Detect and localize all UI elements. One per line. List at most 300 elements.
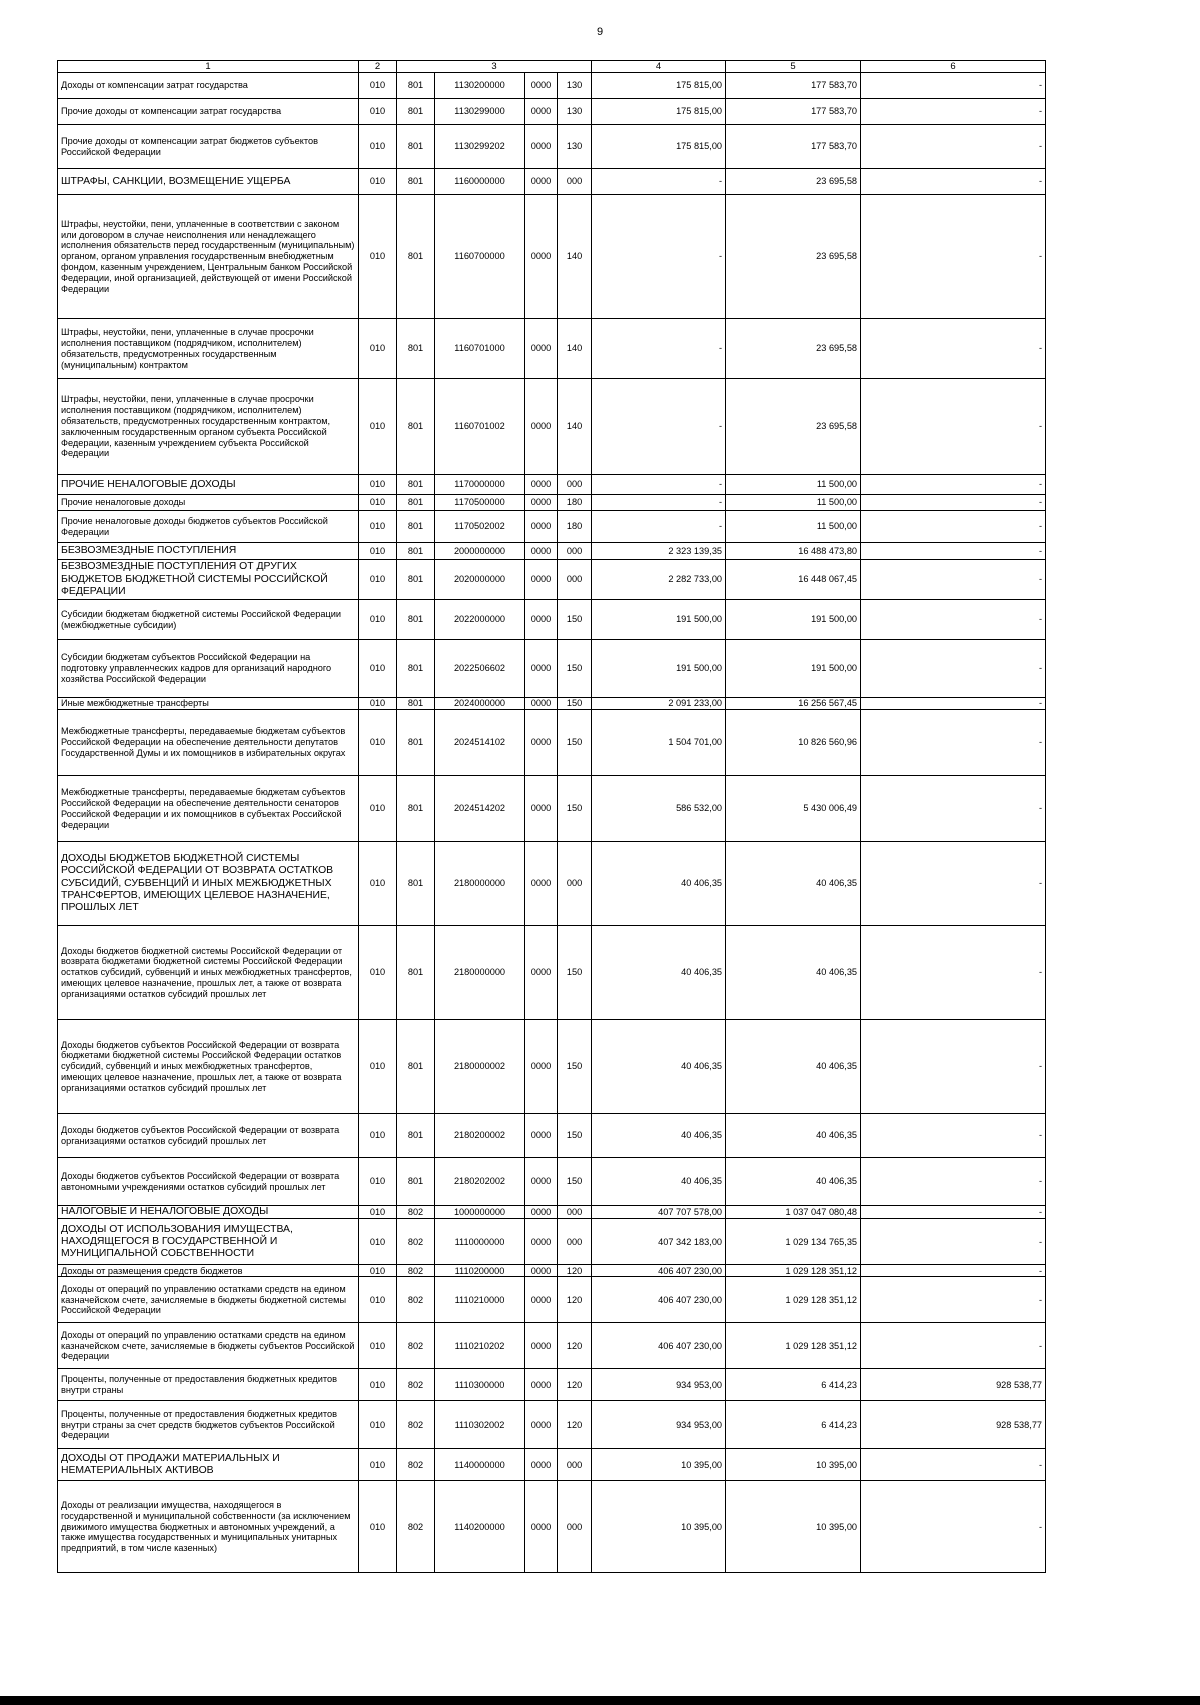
- value-col-5: 10 826 560,96: [726, 710, 861, 776]
- table-row: [58, 1158, 1046, 1206]
- row-name: ДОХОДЫ БЮДЖЕТОВ БЮДЖЕТНОЙ СИСТЕМЫ РОССИЙСКОЙ ФЕДЕРАЦИИ ОТ ВОЗВРАТА ОСТАТКОВ СУБСИДИЙ, СУБВЕНЦИЙ И ИНЫХ МЕЖБЮДЖЕТНЫХ ТРАНСФЕРТОВ, ИМЕЮЩИХ ЦЕЛЕВОЕ НАЗНАЧЕНИЕ, ПРОШЛЫХ ЛЕТ: [58, 842, 359, 926]
- code-kosgu: 150: [558, 1158, 592, 1206]
- value-col-6: -: [861, 842, 1046, 926]
- code-sub: 0000: [525, 1481, 558, 1573]
- code-chapter: 801: [397, 73, 435, 99]
- code-sub: 0000: [525, 511, 558, 543]
- code-chapter: 802: [397, 1369, 435, 1401]
- value-col-5: 40 406,35: [726, 1114, 861, 1158]
- code-admin: 010: [359, 776, 397, 842]
- code-kosgu: 180: [558, 495, 592, 511]
- value-col-5: 1 029 128 351,12: [726, 1265, 861, 1277]
- value-col-5: 40 406,35: [726, 926, 861, 1020]
- code-sub: 0000: [525, 1206, 558, 1219]
- value-col-6: -: [861, 560, 1046, 600]
- value-col-6: -: [861, 511, 1046, 543]
- code-chapter: 801: [397, 543, 435, 560]
- revenue-table: [57, 60, 1046, 1573]
- code-kbk: 1160701002: [435, 379, 525, 475]
- value-col-6: 928 538,77: [861, 1369, 1046, 1401]
- table-row: [58, 99, 1046, 125]
- code-chapter: 801: [397, 926, 435, 1020]
- table-row: [58, 319, 1046, 379]
- code-sub: 0000: [525, 926, 558, 1020]
- code-chapter: 802: [397, 1323, 435, 1369]
- code-admin: 010: [359, 1323, 397, 1369]
- table-row: [58, 698, 1046, 710]
- table-row: [58, 842, 1046, 926]
- header-col-3: 3: [397, 61, 592, 73]
- value-col-6: -: [861, 73, 1046, 99]
- code-kbk: 1110210000: [435, 1277, 525, 1323]
- value-col-5: 1 029 128 351,12: [726, 1277, 861, 1323]
- table-body: [58, 61, 1046, 1573]
- value-col-6: -: [861, 495, 1046, 511]
- code-chapter: 801: [397, 560, 435, 600]
- row-name: Иные межбюджетные трансферты: [58, 698, 359, 710]
- value-col-5: 177 583,70: [726, 125, 861, 169]
- value-col-5: 1 029 128 351,12: [726, 1323, 861, 1369]
- code-admin: 010: [359, 543, 397, 560]
- row-name: ДОХОДЫ ОТ ИСПОЛЬЗОВАНИЯ ИМУЩЕСТВА, НАХОДЯЩЕГОСЯ В ГОСУДАРСТВЕННОЙ И МУНИЦИПАЛЬНОЙ СОБСТВЕННОСТИ: [58, 1219, 359, 1265]
- table-row: [58, 1323, 1046, 1369]
- code-chapter: 801: [397, 99, 435, 125]
- code-kosgu: 000: [558, 1481, 592, 1573]
- value-col-6: -: [861, 776, 1046, 842]
- code-kosgu: 000: [558, 842, 592, 926]
- code-sub: 0000: [525, 698, 558, 710]
- value-col-4: 10 395,00: [592, 1481, 726, 1573]
- code-kbk: 1160700000: [435, 195, 525, 319]
- value-col-6: -: [861, 379, 1046, 475]
- code-chapter: 801: [397, 710, 435, 776]
- code-admin: 010: [359, 379, 397, 475]
- value-col-6: -: [861, 543, 1046, 560]
- row-name: Штрафы, неустойки, пени, уплаченные в соответствии с законом или договором в случае неисполнения или ненадлежащего исполнения обязательств перед государственным (муниципальным) органом, органом управления государственным внебюджетным фондом, казенным учреждением, Центральным банком Российской Федерации, иной организацией, действующей от имени Российской Федерации: [58, 195, 359, 319]
- value-col-5: 10 395,00: [726, 1481, 861, 1573]
- table-row: [58, 1219, 1046, 1265]
- value-col-6: -: [861, 1158, 1046, 1206]
- header-col-5: 5: [726, 61, 861, 73]
- value-col-4: 175 815,00: [592, 125, 726, 169]
- value-col-5: 177 583,70: [726, 73, 861, 99]
- code-admin: 010: [359, 125, 397, 169]
- code-admin: 010: [359, 1449, 397, 1481]
- code-sub: 0000: [525, 1265, 558, 1277]
- code-kosgu: 130: [558, 125, 592, 169]
- value-col-5: 16 488 473,80: [726, 543, 861, 560]
- row-name: НАЛОГОВЫЕ И НЕНАЛОГОВЫЕ ДОХОДЫ: [58, 1206, 359, 1219]
- code-admin: 010: [359, 1401, 397, 1449]
- code-kbk: 1170502002: [435, 511, 525, 543]
- code-kbk: 2024000000: [435, 698, 525, 710]
- value-col-4: 2 282 733,00: [592, 560, 726, 600]
- table-row: [58, 125, 1046, 169]
- value-col-4: 934 953,00: [592, 1401, 726, 1449]
- value-col-4: -: [592, 379, 726, 475]
- value-col-5: 40 406,35: [726, 1020, 861, 1114]
- code-kbk: 1160000000: [435, 169, 525, 195]
- code-kbk: 1110210202: [435, 1323, 525, 1369]
- row-name: Межбюджетные трансферты, передаваемые бюджетам субъектов Российской Федерации на обеспечение деятельности сенаторов Российской Федерации и их помощников в субъектах Российской Федерации: [58, 776, 359, 842]
- code-kbk: 1160701000: [435, 319, 525, 379]
- code-sub: 0000: [525, 475, 558, 495]
- row-name: Доходы от операций по управлению остатками средств на едином казначейском счете, зачисляемые в бюджеты субъектов Российской Федерации: [58, 1323, 359, 1369]
- code-sub: 0000: [525, 776, 558, 842]
- table-row: [58, 169, 1046, 195]
- code-kosgu: 000: [558, 1206, 592, 1219]
- code-admin: 010: [359, 1206, 397, 1219]
- row-name: Межбюджетные трансферты, передаваемые бюджетам субъектов Российской Федерации на обеспечение деятельности депутатов Государственной Думы и их помощников в избирательных округах: [58, 710, 359, 776]
- code-chapter: 802: [397, 1206, 435, 1219]
- value-col-6: -: [861, 1206, 1046, 1219]
- value-col-5: 40 406,35: [726, 842, 861, 926]
- row-name: Штрафы, неустойки, пени, уплаченные в случае просрочки исполнения поставщиком (подрядчиком, исполнителем) обязательств, предусмотренных государственным (муниципальным) контрактом: [58, 319, 359, 379]
- code-admin: 010: [359, 99, 397, 125]
- row-name: Доходы от операций по управлению остатками средств на едином казначейском счете, зачисляемые в бюджеты бюджетной системы Российской Федерации: [58, 1277, 359, 1323]
- page-number: 9: [596, 26, 604, 38]
- code-kosgu: 150: [558, 698, 592, 710]
- code-kbk: 1130299202: [435, 125, 525, 169]
- code-admin: 010: [359, 73, 397, 99]
- code-admin: 010: [359, 169, 397, 195]
- code-kosgu: 120: [558, 1277, 592, 1323]
- row-name: ШТРАФЫ, САНКЦИИ, ВОЗМЕЩЕНИЕ УЩЕРБА: [58, 169, 359, 195]
- row-name: Доходы от реализации имущества, находящегося в государственной и муниципальной собственности (за исключением движимого имущества бюджетных и автономных учреждений, а также имущества государственных и муниципальных унитарных предприятий, в том числе казенных): [58, 1481, 359, 1573]
- code-chapter: 802: [397, 1401, 435, 1449]
- table-row: [58, 926, 1046, 1020]
- row-name: БЕЗВОЗМЕЗДНЫЕ ПОСТУПЛЕНИЯ ОТ ДРУГИХ БЮДЖЕТОВ БЮДЖЕТНОЙ СИСТЕМЫ РОССИЙСКОЙ ФЕДЕРАЦИИ: [58, 560, 359, 600]
- value-col-5: 6 414,23: [726, 1401, 861, 1449]
- value-col-5: 16 256 567,45: [726, 698, 861, 710]
- header-col-6: 6: [861, 61, 1046, 73]
- code-kbk: 1110302002: [435, 1401, 525, 1449]
- code-sub: 0000: [525, 1219, 558, 1265]
- code-admin: 010: [359, 1020, 397, 1114]
- value-col-5: 16 448 067,45: [726, 560, 861, 600]
- code-chapter: 801: [397, 640, 435, 698]
- value-col-4: -: [592, 511, 726, 543]
- code-chapter: 801: [397, 511, 435, 543]
- value-col-6: -: [861, 1219, 1046, 1265]
- code-kbk: 2024514102: [435, 710, 525, 776]
- value-col-6: -: [861, 640, 1046, 698]
- row-name: Прочие доходы от компенсации затрат бюджетов субъектов Российской Федерации: [58, 125, 359, 169]
- code-admin: 010: [359, 511, 397, 543]
- code-sub: 0000: [525, 1020, 558, 1114]
- value-col-6: -: [861, 475, 1046, 495]
- value-col-6: -: [861, 1265, 1046, 1277]
- code-chapter: 801: [397, 169, 435, 195]
- code-kbk: 2024514202: [435, 776, 525, 842]
- table-row: [58, 1481, 1046, 1573]
- code-admin: 010: [359, 710, 397, 776]
- code-admin: 010: [359, 1481, 397, 1573]
- value-col-6: -: [861, 1277, 1046, 1323]
- code-kbk: 2000000000: [435, 543, 525, 560]
- table-row: [58, 73, 1046, 99]
- code-sub: 0000: [525, 1158, 558, 1206]
- row-name: ПРОЧИЕ НЕНАЛОГОВЫЕ ДОХОДЫ: [58, 475, 359, 495]
- code-chapter: 801: [397, 195, 435, 319]
- code-admin: 010: [359, 600, 397, 640]
- table-row: [58, 1401, 1046, 1449]
- value-col-6: 928 538,77: [861, 1401, 1046, 1449]
- code-admin: 010: [359, 1219, 397, 1265]
- revenue-table-container: [57, 60, 1046, 1573]
- row-name: Прочие доходы от компенсации затрат государства: [58, 99, 359, 125]
- table-row: [58, 1277, 1046, 1323]
- code-chapter: 801: [397, 600, 435, 640]
- value-col-5: 23 695,58: [726, 379, 861, 475]
- value-col-5: 23 695,58: [726, 195, 861, 319]
- row-name: Проценты, полученные от предоставления бюджетных кредитов внутри страны: [58, 1369, 359, 1401]
- value-col-4: -: [592, 495, 726, 511]
- code-admin: 010: [359, 319, 397, 379]
- row-name: ДОХОДЫ ОТ ПРОДАЖИ МАТЕРИАЛЬНЫХ И НЕМАТЕРИАЛЬНЫХ АКТИВОВ: [58, 1449, 359, 1481]
- code-kbk: 1140000000: [435, 1449, 525, 1481]
- header-col-4: 4: [592, 61, 726, 73]
- code-chapter: 802: [397, 1219, 435, 1265]
- code-admin: 010: [359, 475, 397, 495]
- code-kosgu: 150: [558, 710, 592, 776]
- code-chapter: 801: [397, 475, 435, 495]
- code-sub: 0000: [525, 560, 558, 600]
- code-kbk: 2180200002: [435, 1114, 525, 1158]
- row-name: Штрафы, неустойки, пени, уплаченные в случае просрочки исполнения поставщиком (подрядчиком, исполнителем) обязательств, предусмотренных государственным контрактом, заключенным государственным органом субъекта Российской Федерации, казенным учреждением субъекта Российской Федерации: [58, 379, 359, 475]
- code-kosgu: 140: [558, 379, 592, 475]
- code-kbk: 2180000000: [435, 842, 525, 926]
- table-row: [58, 560, 1046, 600]
- code-sub: 0000: [525, 195, 558, 319]
- code-kosgu: 150: [558, 776, 592, 842]
- code-kosgu: 130: [558, 73, 592, 99]
- value-col-4: 406 407 230,00: [592, 1277, 726, 1323]
- table-row: [58, 1020, 1046, 1114]
- value-col-6: -: [861, 710, 1046, 776]
- code-sub: 0000: [525, 379, 558, 475]
- value-col-5: 177 583,70: [726, 99, 861, 125]
- code-admin: 010: [359, 1114, 397, 1158]
- code-kbk: 2022506602: [435, 640, 525, 698]
- row-name: Доходы бюджетов субъектов Российской Федерации от возврата организациями остатков субсидий прошлых лет: [58, 1114, 359, 1158]
- code-kosgu: 120: [558, 1265, 592, 1277]
- code-chapter: 801: [397, 319, 435, 379]
- value-col-4: 40 406,35: [592, 1158, 726, 1206]
- code-kbk: 2022000000: [435, 600, 525, 640]
- code-kosgu: 150: [558, 1114, 592, 1158]
- code-chapter: 801: [397, 698, 435, 710]
- code-kbk: 1130200000: [435, 73, 525, 99]
- code-kosgu: 180: [558, 511, 592, 543]
- table-row: [58, 600, 1046, 640]
- value-col-5: 23 695,58: [726, 169, 861, 195]
- code-kbk: 1000000000: [435, 1206, 525, 1219]
- value-col-4: 1 504 701,00: [592, 710, 726, 776]
- value-col-4: 586 532,00: [592, 776, 726, 842]
- code-admin: 010: [359, 1265, 397, 1277]
- code-kosgu: 120: [558, 1401, 592, 1449]
- value-col-4: 2 323 139,35: [592, 543, 726, 560]
- value-col-5: 6 414,23: [726, 1369, 861, 1401]
- value-col-5: 191 500,00: [726, 640, 861, 698]
- code-sub: 0000: [525, 842, 558, 926]
- value-col-6: -: [861, 1481, 1046, 1573]
- value-col-6: -: [861, 319, 1046, 379]
- code-kbk: 2180000002: [435, 1020, 525, 1114]
- code-kbk: 1140200000: [435, 1481, 525, 1573]
- code-chapter: 801: [397, 776, 435, 842]
- code-chapter: 802: [397, 1449, 435, 1481]
- row-name: Проценты, полученные от предоставления бюджетных кредитов внутри страны за счет средств бюджетов субъектов Российской Федерации: [58, 1401, 359, 1449]
- value-col-6: -: [861, 1449, 1046, 1481]
- column-number-row: [58, 61, 1046, 73]
- code-admin: 010: [359, 926, 397, 1020]
- code-kosgu: 150: [558, 1020, 592, 1114]
- header-col-2: 2: [359, 61, 397, 73]
- value-col-5: 1 037 047 080,48: [726, 1206, 861, 1219]
- value-col-5: 23 695,58: [726, 319, 861, 379]
- code-sub: 0000: [525, 600, 558, 640]
- table-row: [58, 379, 1046, 475]
- code-sub: 0000: [525, 640, 558, 698]
- table-row: [58, 195, 1046, 319]
- row-name: Доходы от размещения средств бюджетов: [58, 1265, 359, 1277]
- scan-bottom-edge: [0, 1696, 1200, 1705]
- value-col-4: 406 407 230,00: [592, 1323, 726, 1369]
- code-kbk: 1170000000: [435, 475, 525, 495]
- code-admin: 010: [359, 1158, 397, 1206]
- table-row: [58, 511, 1046, 543]
- code-sub: 0000: [525, 73, 558, 99]
- code-sub: 0000: [525, 495, 558, 511]
- value-col-5: 191 500,00: [726, 600, 861, 640]
- value-col-6: -: [861, 1114, 1046, 1158]
- table-row: [58, 776, 1046, 842]
- table-row: [58, 1206, 1046, 1219]
- code-kbk: 1110300000: [435, 1369, 525, 1401]
- value-col-6: -: [861, 99, 1046, 125]
- value-col-4: 407 342 183,00: [592, 1219, 726, 1265]
- value-col-4: 407 707 578,00: [592, 1206, 726, 1219]
- row-name: Субсидии бюджетам бюджетной системы Российской Федерации (межбюджетные субсидии): [58, 600, 359, 640]
- code-sub: 0000: [525, 169, 558, 195]
- code-sub: 0000: [525, 1449, 558, 1481]
- code-kosgu: 000: [558, 169, 592, 195]
- code-chapter: 801: [397, 842, 435, 926]
- value-col-4: 40 406,35: [592, 1020, 726, 1114]
- code-chapter: 802: [397, 1265, 435, 1277]
- row-name: Субсидии бюджетам субъектов Российской Федерации на подготовку управленческих кадров для организаций народного хозяйства Российской Федерации: [58, 640, 359, 698]
- code-kosgu: 120: [558, 1323, 592, 1369]
- value-col-4: 191 500,00: [592, 640, 726, 698]
- value-col-6: -: [861, 125, 1046, 169]
- table-row: [58, 495, 1046, 511]
- code-chapter: 802: [397, 1277, 435, 1323]
- row-name: БЕЗВОЗМЕЗДНЫЕ ПОСТУПЛЕНИЯ: [58, 543, 359, 560]
- table-row: [58, 475, 1046, 495]
- table-row: [58, 710, 1046, 776]
- value-col-6: -: [861, 600, 1046, 640]
- code-kosgu: 150: [558, 600, 592, 640]
- value-col-4: 175 815,00: [592, 73, 726, 99]
- value-col-5: 11 500,00: [726, 475, 861, 495]
- code-kosgu: 150: [558, 926, 592, 1020]
- code-sub: 0000: [525, 710, 558, 776]
- value-col-5: 1 029 134 765,35: [726, 1219, 861, 1265]
- code-kosgu: 140: [558, 319, 592, 379]
- value-col-6: -: [861, 169, 1046, 195]
- code-admin: 010: [359, 195, 397, 319]
- value-col-4: 2 091 233,00: [592, 698, 726, 710]
- value-col-6: -: [861, 698, 1046, 710]
- code-kosgu: 000: [558, 543, 592, 560]
- code-chapter: 801: [397, 1158, 435, 1206]
- value-col-6: -: [861, 1020, 1046, 1114]
- value-col-4: -: [592, 169, 726, 195]
- code-kbk: 1110000000: [435, 1219, 525, 1265]
- code-sub: 0000: [525, 1277, 558, 1323]
- value-col-4: 191 500,00: [592, 600, 726, 640]
- row-name: Доходы бюджетов субъектов Российской Федерации от возврата автономными учреждениями остатков субсидий прошлых лет: [58, 1158, 359, 1206]
- row-name: Доходы бюджетов субъектов Российской Федерации от возврата бюджетами бюджетной системы Российской Федерации остатков субсидий, субвенций и иных межбюджетных трансфертов, имеющих целевое назначение, прошлых лет, а также от возврата организациями остатков субсидий прошлых лет: [58, 1020, 359, 1114]
- value-col-5: 11 500,00: [726, 495, 861, 511]
- value-col-6: -: [861, 195, 1046, 319]
- value-col-4: -: [592, 475, 726, 495]
- table-row: [58, 1369, 1046, 1401]
- code-admin: 010: [359, 640, 397, 698]
- value-col-5: 5 430 006,49: [726, 776, 861, 842]
- table-row: [58, 1449, 1046, 1481]
- table-row: [58, 543, 1046, 560]
- value-col-6: -: [861, 1323, 1046, 1369]
- value-col-4: 10 395,00: [592, 1449, 726, 1481]
- code-sub: 0000: [525, 1114, 558, 1158]
- code-kbk: 1110200000: [435, 1265, 525, 1277]
- value-col-6: -: [861, 926, 1046, 1020]
- code-sub: 0000: [525, 1401, 558, 1449]
- code-chapter: 801: [397, 1020, 435, 1114]
- value-col-4: -: [592, 195, 726, 319]
- code-kosgu: 000: [558, 1219, 592, 1265]
- code-sub: 0000: [525, 125, 558, 169]
- value-col-4: 406 407 230,00: [592, 1265, 726, 1277]
- code-admin: 010: [359, 1277, 397, 1323]
- code-chapter: 802: [397, 1481, 435, 1573]
- code-admin: 010: [359, 1369, 397, 1401]
- code-admin: 010: [359, 698, 397, 710]
- code-kbk: 1170500000: [435, 495, 525, 511]
- code-kosgu: 000: [558, 560, 592, 600]
- row-name: Доходы бюджетов бюджетной системы Российской Федерации от возврата бюджетами бюджетной системы Российской Федерации остатков субсидий, субвенций и иных межбюджетных трансфертов, имеющих целевое назначение, прошлых лет, а также от возврата организациями остатков субсидий прошлых лет: [58, 926, 359, 1020]
- value-col-5: 40 406,35: [726, 1158, 861, 1206]
- code-sub: 0000: [525, 543, 558, 560]
- code-kosgu: 000: [558, 475, 592, 495]
- value-col-4: 934 953,00: [592, 1369, 726, 1401]
- code-kbk: 2180202002: [435, 1158, 525, 1206]
- code-sub: 0000: [525, 1369, 558, 1401]
- value-col-4: 40 406,35: [592, 842, 726, 926]
- code-chapter: 801: [397, 379, 435, 475]
- code-sub: 0000: [525, 319, 558, 379]
- value-col-4: -: [592, 319, 726, 379]
- code-kosgu: 150: [558, 640, 592, 698]
- value-col-4: 175 815,00: [592, 99, 726, 125]
- value-col-4: 40 406,35: [592, 926, 726, 1020]
- code-kbk: 1130299000: [435, 99, 525, 125]
- code-sub: 0000: [525, 99, 558, 125]
- value-col-4: 40 406,35: [592, 1114, 726, 1158]
